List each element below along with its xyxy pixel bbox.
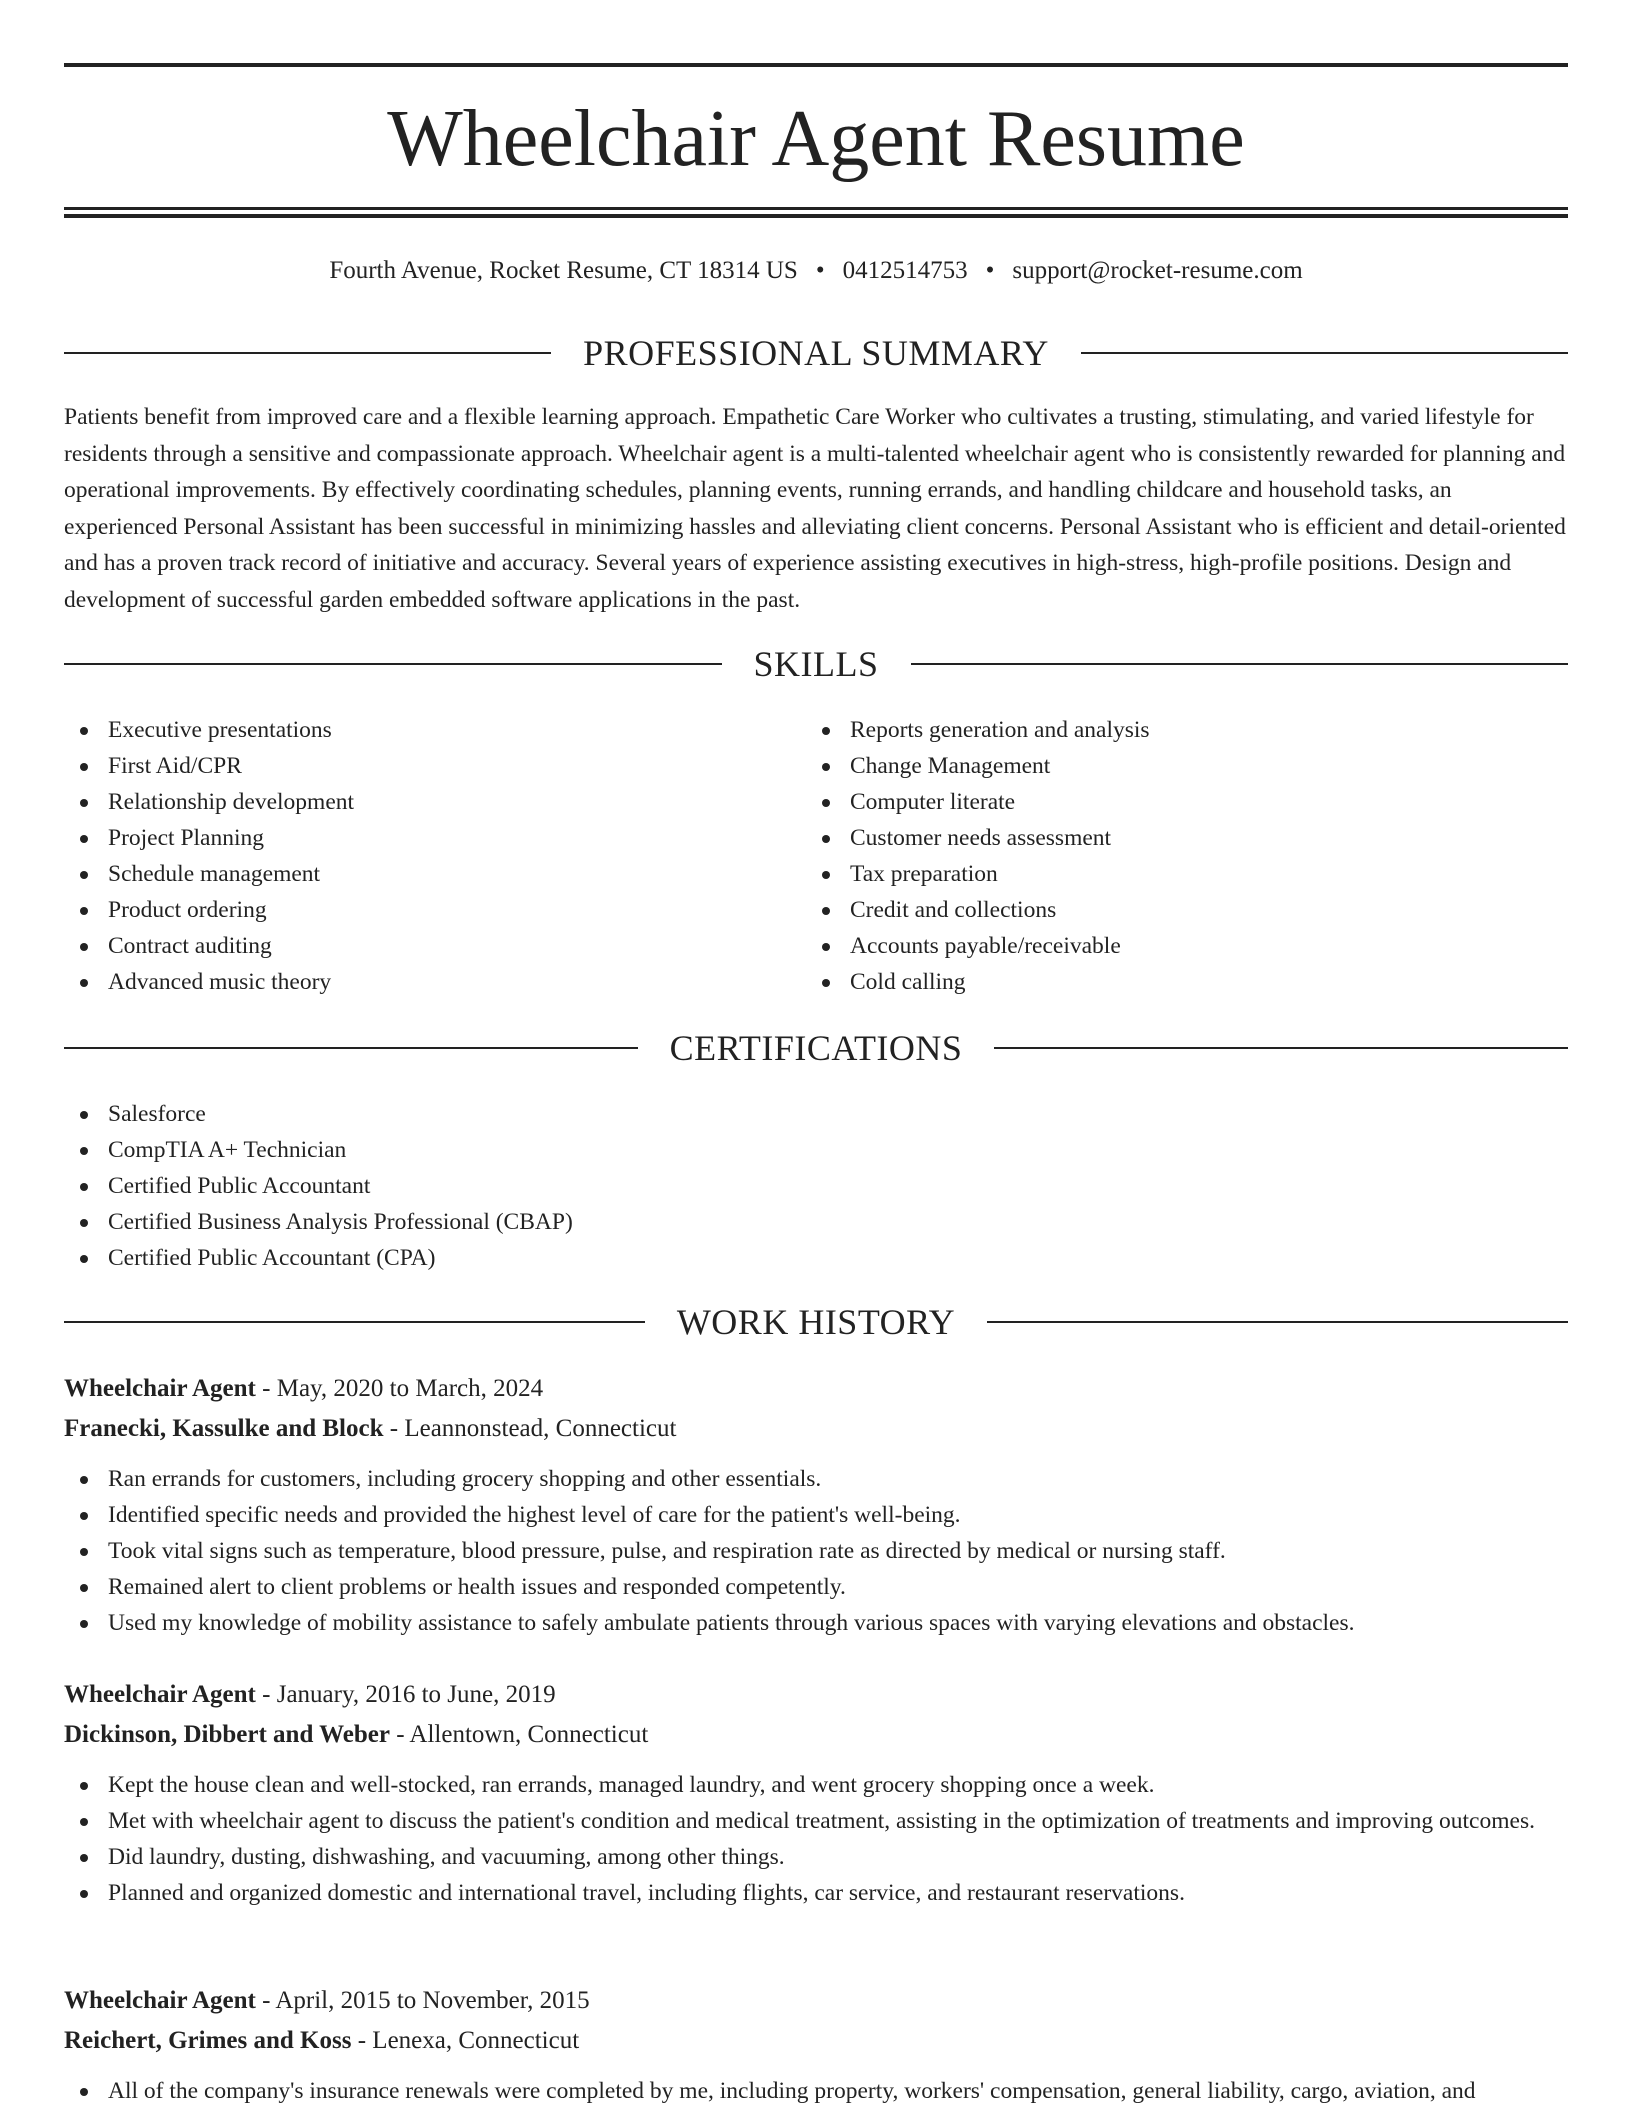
- certification-item: CompTIA A+ Technician: [64, 1132, 1568, 1168]
- skill-item: Accounts payable/receivable: [806, 928, 1546, 964]
- divider: [64, 663, 722, 665]
- job-duty-item: Planned and organized domestic and international travel, including flights, car service, and restaurant reservations.: [64, 1875, 1568, 1911]
- job-duty-item: Remained alert to client problems or health issues and responded competently.: [64, 1569, 1568, 1605]
- section-title: PROFESSIONAL SUMMARY: [583, 333, 1049, 373]
- skills-list: [64, 712, 804, 1000]
- contact-line: [64, 252, 1568, 290]
- job-duties-list: [64, 2073, 1568, 2109]
- job-company-line: [64, 1715, 1568, 1755]
- title-double-rule: [64, 207, 1568, 218]
- section-heading-work-history: [64, 1302, 1568, 1342]
- job-dates: - May, 2020 to March, 2024: [255, 1375, 544, 1402]
- skill-item: Advanced music theory: [64, 964, 804, 1000]
- skill-item: First Aid/CPR: [64, 748, 804, 784]
- divider: [64, 352, 551, 354]
- skill-item: Cold calling: [806, 964, 1546, 1000]
- certifications-list: [64, 1096, 1568, 1276]
- skill-item: Contract auditing: [64, 928, 804, 964]
- skills-list: [806, 712, 1546, 1000]
- job-dates: - January, 2016 to June, 2019: [255, 1681, 556, 1708]
- summary-text: Patients benefit from improved care and a flexible learning approach. Empathetic Care Worker who cultivates a trusting, stimulating, and varied lifestyle for residents through a sensitive and compassionate approach. Wheelchair agent is a multi-talented wheelchair agent who is consistently rewarded for planning and operational improvements. By effectively coordinating schedules, planning events, running errands, and handling childcare and household tasks, an experienced Personal Assistant has been successful in minimizing hassles and alleviating client concerns. Personal Assistant who is efficient and detail-oriented and has a proven track record of initiative and accuracy. Several years of experience assisting executives in high-stress, high-profile positions. Design and development of successful garden embedded software applications in the past.: [64, 404, 1566, 613]
- divider: [64, 1047, 638, 1049]
- skill-item: Computer literate: [806, 784, 1546, 820]
- contact-separator: •: [985, 257, 995, 284]
- job-duty-item: Met with wheelchair agent to discuss the patient's condition and medical treatment, assisting in the optimization of treatments and improving outcomes.: [64, 1803, 1568, 1839]
- skill-item: Credit and collections: [806, 892, 1546, 928]
- section-title: WORK HISTORY: [676, 1302, 956, 1342]
- skill-item: Reports generation and analysis: [806, 712, 1546, 748]
- section-title: CERTIFICATIONS: [669, 1028, 963, 1068]
- job-duty-item: Took vital signs such as temperature, blood pressure, pulse, and respiration rate as directed by medical or nursing staff.: [64, 1533, 1568, 1569]
- contact-address: Fourth Avenue, Rocket Resume, CT 18314 US: [329, 257, 798, 284]
- contact-email: support@rocket-resume.com: [1012, 257, 1303, 284]
- job-company: Reichert, Grimes and Koss: [64, 2027, 352, 2054]
- job-duty-item: Kept the house clean and well-stocked, ran errands, managed laundry, and went grocery shopping once a week.: [64, 1767, 1568, 1803]
- contact-phone: 0412514753: [842, 257, 968, 284]
- job-title: Wheelchair Agent: [64, 1375, 256, 1402]
- certifications: [64, 1096, 1568, 1276]
- divider: [987, 1321, 1568, 1323]
- resume-title: Wheelchair Agent Resume: [387, 95, 1245, 183]
- top-rule: [64, 63, 1568, 67]
- job-entry: [64, 1369, 1568, 1641]
- job-company-line: [64, 2021, 1568, 2061]
- job-title: Wheelchair Agent: [64, 1681, 256, 1708]
- skill-item: Executive presentations: [64, 712, 804, 748]
- section-heading-certifications: [64, 1028, 1568, 1068]
- certification-item: Certified Business Analysis Professional (CBAP): [64, 1204, 1568, 1240]
- certification-item: Certified Public Accountant (CPA): [64, 1240, 1568, 1276]
- certification-item: Salesforce: [64, 1096, 1568, 1132]
- skill-item: Schedule management: [64, 856, 804, 892]
- divider: [64, 1321, 645, 1323]
- certification-item: Certified Public Accountant: [64, 1168, 1568, 1204]
- section-heading-skills: [64, 644, 1568, 684]
- job-title-line: [64, 1981, 1568, 2021]
- job-duties-list: [64, 1767, 1568, 1911]
- job-duty-item: Did laundry, dusting, dishwashing, and vacuuming, among other things.: [64, 1839, 1568, 1875]
- job-duty-item: Identified specific needs and provided the highest level of care for the patient's well-being.: [64, 1497, 1568, 1533]
- job-title-line: [64, 1369, 1568, 1409]
- job-company: Dickinson, Dibbert and Weber: [64, 1721, 390, 1748]
- section-title: SKILLS: [753, 644, 879, 684]
- job-duty-item: All of the company's insurance renewals were completed by me, including property, workers' compensation, general liability, cargo, aviation, and: [64, 2073, 1568, 2109]
- skill-item: Project Planning: [64, 820, 804, 856]
- job-location: - Leannonstead, Connecticut: [383, 1415, 677, 1442]
- job-entry: [64, 1675, 1568, 1911]
- job-duty-item: Ran errands for customers, including grocery shopping and other essentials.: [64, 1461, 1568, 1497]
- job-duty-item: Used my knowledge of mobility assistance to safely ambulate patients through various spaces with varying elevations and obstacles.: [64, 1605, 1568, 1641]
- job-entry: [64, 1981, 1568, 2109]
- job-title: Wheelchair Agent: [64, 1987, 256, 2014]
- job-company: Franecki, Kassulke and Block: [64, 1415, 384, 1442]
- divider: [1081, 352, 1568, 354]
- skills-left-column: [64, 712, 804, 1000]
- job-title-line: [64, 1675, 1568, 1715]
- job-duties-list: [64, 1461, 1568, 1641]
- skill-item: Change Management: [806, 748, 1546, 784]
- job-company-line: [64, 1409, 1568, 1449]
- skills-right-column: [806, 712, 1546, 1000]
- job-dates: - April, 2015 to November, 2015: [255, 1987, 590, 2014]
- skill-item: Product ordering: [64, 892, 804, 928]
- contact-separator: •: [815, 257, 825, 284]
- divider: [911, 663, 1569, 665]
- section-heading-summary: [64, 333, 1568, 373]
- job-location: - Lenexa, Connecticut: [351, 2027, 580, 2054]
- skill-item: Tax preparation: [806, 856, 1546, 892]
- skill-item: Relationship development: [64, 784, 804, 820]
- skill-item: Customer needs assessment: [806, 820, 1546, 856]
- job-location: - Allentown, Connecticut: [389, 1721, 649, 1748]
- divider: [994, 1047, 1568, 1049]
